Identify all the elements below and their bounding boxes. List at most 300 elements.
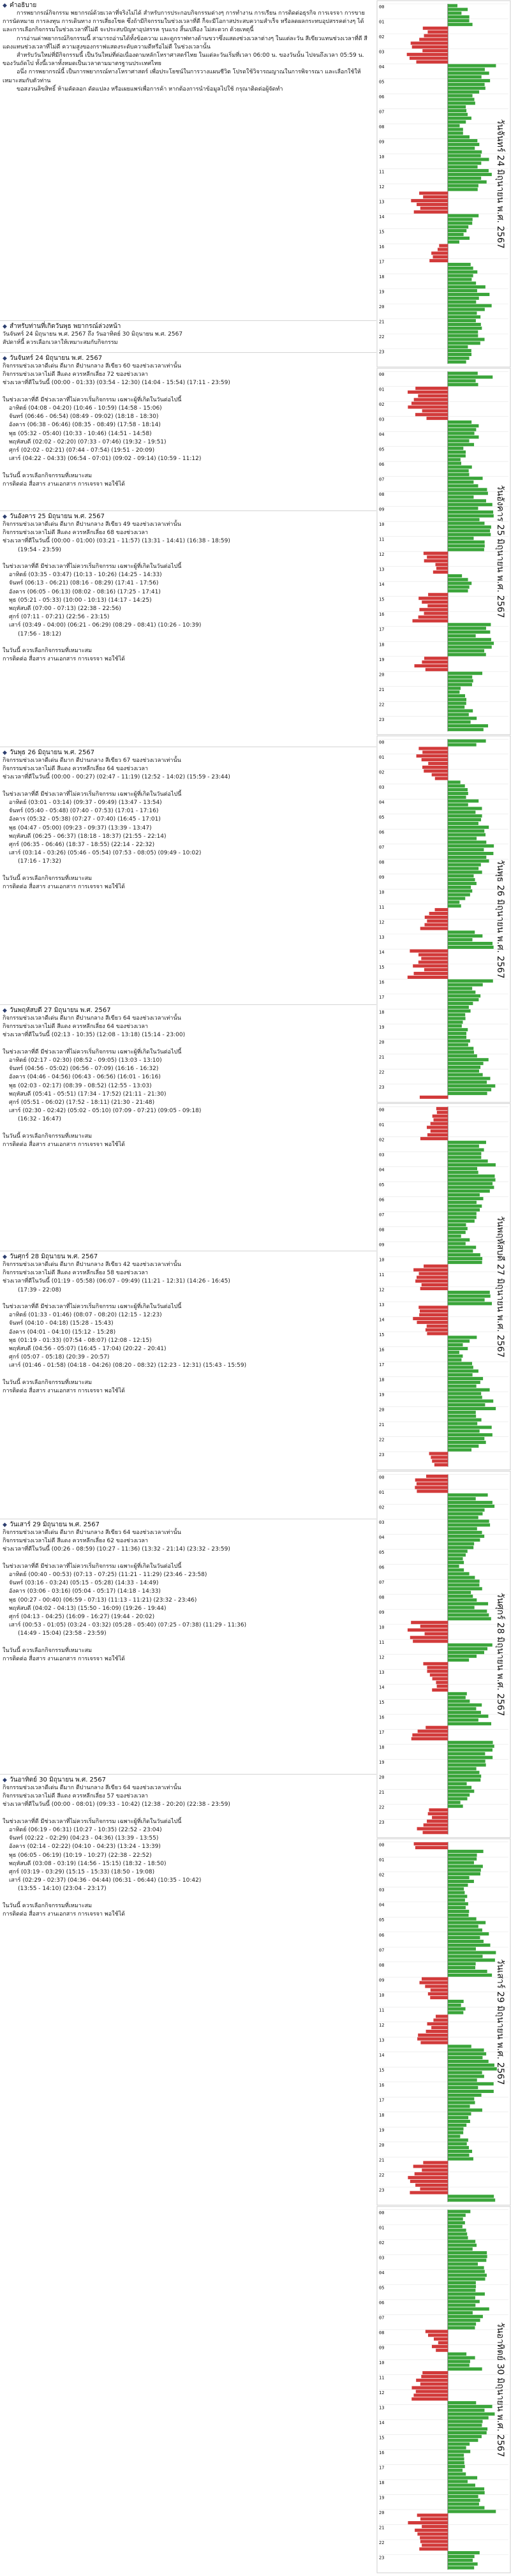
good-time-bar — [448, 124, 460, 127]
bad-time-bar — [423, 1662, 448, 1665]
good-time-bar — [448, 1205, 482, 1208]
hour-tick-label: 23 — [379, 1084, 385, 1090]
good-time-bar — [448, 2367, 482, 2371]
hour-tick-label: 11 — [379, 1640, 385, 1646]
bad-time-bar — [432, 2345, 448, 2348]
bad-time-bar — [425, 1984, 448, 1988]
good-time-bar — [448, 2409, 485, 2412]
good-time-bar — [448, 1512, 483, 1515]
hour-tick-label: 04 — [379, 800, 385, 805]
bad-time-bar — [426, 1329, 448, 1332]
good-time-bar — [448, 2427, 487, 2431]
spacer-line — [3, 1639, 374, 1647]
good-time-bar — [448, 301, 476, 304]
good-time-bar — [448, 1399, 493, 1403]
good-time-bar — [448, 1092, 487, 1095]
detail-line: อังคาร (04:01 - 04:10) (15:12 - 15:28) — [9, 1329, 116, 1336]
hour-tick-label: 12 — [379, 1655, 385, 1660]
bad-time-bar — [417, 2037, 448, 2041]
bad-time-bar — [424, 968, 448, 971]
detail-line: (17:56 - 18:12) — [18, 630, 61, 637]
good-time-bar — [448, 79, 490, 82]
bad-time-bar — [411, 2397, 448, 2401]
good-time-bar — [448, 1359, 461, 1362]
good-time-bar — [448, 510, 493, 514]
good-time-bar — [448, 1339, 470, 1343]
good-time-bar — [448, 1445, 478, 1448]
bad-time-bar — [438, 248, 448, 251]
detail-line: พุธ (02:03 - 02:17) (08:39 - 08:52) (12:55 - 13:03) — [9, 1082, 152, 1089]
good-time-bar — [448, 241, 459, 244]
good-time-bar — [448, 818, 481, 821]
good-time-bar — [448, 1898, 465, 1902]
detail-line: ในวันนี้ ควรเลือกกิจกรรมที่เหมาะสม — [3, 1133, 93, 1140]
good-time-bar — [448, 2465, 465, 2468]
good-time-bar — [448, 1159, 488, 1163]
bad-time-bar — [423, 27, 448, 30]
bad-time-bar — [427, 555, 448, 558]
hour-tick-label: 15 — [379, 2435, 385, 2441]
bad-time-bar — [428, 762, 448, 765]
detail-line: ในช่วงเวลาที่ดี มีช่วงเวลาที่ไม่ควรเริ่มกิจกรรม เฉพาะผู้ที่เกิดในวันต่อไปนี้ — [3, 396, 182, 403]
spacer-line — [3, 782, 374, 791]
good-time-bar — [448, 522, 484, 525]
good-time-bar — [448, 856, 486, 859]
bad-time-bar — [423, 1831, 448, 1834]
bad-time-bar — [417, 1827, 448, 1830]
good-time-bar — [448, 578, 468, 581]
good-time-bar — [448, 2097, 474, 2101]
bad-time-bar — [421, 2375, 448, 2378]
good-time-bar — [448, 702, 466, 705]
hour-tick-label: 18 — [379, 1377, 385, 1383]
good-time-bar — [448, 338, 485, 341]
hour-tick-label: 19 — [379, 1760, 385, 1766]
hour-tick-label: 13 — [379, 2037, 385, 2043]
bad-time-bar — [422, 758, 448, 761]
bad-time-bar — [411, 1737, 448, 1740]
good-time-bar — [448, 676, 472, 679]
good-time-bar — [448, 2074, 484, 2078]
good-time-bar — [448, 1868, 481, 1872]
good-time-bar — [448, 2555, 475, 2558]
detail-line: กิจกรรมช่วงเวลาดีเด่น ดีมาก ดีปานกลาง สีเขียว 49 ของช่วงเวลาเท่านั้น — [3, 521, 181, 528]
bad-time-bar — [426, 668, 448, 671]
good-time-bar — [448, 2142, 467, 2145]
good-time-bar — [448, 1707, 476, 1710]
hour-tick-label: 17 — [379, 1362, 385, 1368]
good-time-bar — [448, 942, 492, 945]
hour-tick-label: 04 — [379, 1535, 385, 1540]
good-time-bar — [448, 2551, 480, 2554]
good-time-bar — [448, 1786, 471, 1789]
hour-tick-label: 19 — [379, 657, 385, 662]
good-time-bar — [448, 2457, 464, 2461]
hour-tick-label: 03 — [379, 417, 385, 422]
good-time-bar — [448, 1299, 485, 1302]
good-time-bar — [448, 1441, 486, 1444]
timeline-chart — [376, 0, 511, 2573]
spacer-line — [3, 388, 374, 396]
hour-tick-label: 23 — [379, 349, 385, 355]
detail-line: อาทิตย์ (02:17 - 02:30) (08:52 - 09:05) (13:03 - 13:10) — [9, 1057, 162, 1064]
good-time-bar — [448, 1261, 482, 1264]
detail-line: ช่วงเวลาที่ดีในวันนี้ (00:26 - 08:59) (10:27 - 11:36) (13:32 - 21:14) (23:32 - 23:59) — [3, 1546, 230, 1553]
good-time-bar — [448, 1219, 475, 1223]
good-time-bar — [448, 2491, 485, 2494]
good-time-bar — [448, 2356, 475, 2359]
bad-time-bar — [408, 1628, 448, 1632]
bad-time-bar — [437, 1685, 448, 1688]
day-section — [0, 1519, 376, 1774]
good-time-bar — [448, 2446, 466, 2449]
good-time-bar — [448, 2056, 482, 2059]
good-time-bar — [448, 2413, 494, 2416]
hour-tick-label: 21 — [379, 1422, 385, 1428]
bad-time-bar — [424, 770, 448, 773]
good-time-bar — [448, 218, 473, 221]
good-time-bar — [448, 293, 489, 296]
bad-time-bar — [426, 1726, 448, 1729]
bad-time-bar — [417, 1276, 448, 1279]
good-time-bar — [448, 1850, 484, 1853]
hour-tick-label: 10 — [379, 890, 385, 895]
good-time-bar — [448, 2364, 470, 2367]
good-time-bar — [448, 214, 478, 217]
good-time-bar — [448, 2277, 485, 2281]
day-panel — [377, 1839, 510, 2205]
good-time-bar — [448, 1925, 478, 1928]
good-time-bar — [448, 1389, 490, 1392]
hour-tick-label: 23 — [379, 1452, 385, 1458]
bad-time-bar — [433, 1677, 448, 1680]
detail-line: จันทร์ (04:10 - 04:18) (15:28 - 15:43) — [9, 1320, 114, 1327]
good-time-bar — [448, 1936, 480, 1939]
bad-time-bar — [418, 597, 448, 600]
detail-line: เสาร์ (04:22 - 04:33) (06:54 - 07:01) (09:02 - 09:14) (10:59 - 11:12) — [9, 456, 202, 463]
good-time-bar — [448, 724, 488, 727]
good-time-bar — [448, 1355, 463, 1358]
detail-line: กิจกรรมช่วงเวลาดีเด่น ดีมาก ดีปานกลาง สีเขียว 64 ของช่วงเวลาเท่านั้น — [3, 1530, 181, 1536]
bad-time-bar — [427, 604, 448, 607]
good-time-bar — [448, 574, 462, 577]
hour-tick-label: 06 — [379, 462, 385, 468]
good-time-bar — [448, 2134, 460, 2138]
detail-line: กิจกรรมช่วงเวลาดีเด่น ดีมาก ดีปานกลาง สีเขียว 64 ของช่วงเวลาเท่านั้น — [3, 1785, 181, 1791]
detail-line: ศุกร์ (06:35 - 06:46) (18:37 - 18:55) (22:14 - 22:32) — [9, 842, 155, 849]
good-time-bar — [448, 2048, 484, 2051]
hour-tick-label: 12 — [379, 2022, 385, 2028]
good-time-bar — [448, 361, 466, 364]
good-time-bar — [448, 2251, 487, 2254]
hour-tick-label: 07 — [379, 1212, 385, 1217]
good-time-bar — [448, 2071, 482, 2074]
good-time-bar — [448, 1872, 480, 1875]
bad-time-bar — [416, 2390, 448, 2393]
good-time-bar — [448, 1763, 486, 1766]
bad-time-bar — [438, 2341, 448, 2344]
section-title-text: วันเสาร์ 29 มิถุนายน พ.ศ. 2567 — [10, 1521, 100, 1528]
good-time-bar — [448, 544, 485, 547]
bullet-icon: ◆ — [3, 1007, 7, 1014]
good-time-bar — [448, 930, 475, 934]
good-time-bar — [448, 285, 485, 288]
detail-line: การติดต่อ สื่อสาร งานเอกสาร การเจรจา พอใช้ได้ — [3, 884, 125, 891]
bad-time-bar — [418, 960, 448, 964]
good-time-bar — [448, 439, 469, 442]
description-paragraph: การพยากรณ์กิจกรรม พยากรณ์ด้วยเวลาที่จริงไม่ได้ สำหรับการประกอบกิจกรรมต่างๆ การทำงาน การเรียน การติดต่อธุรกิจ การเจรจา การขาย การนัดหมาย การลงทุน การเดินทาง การเสี่ยงโชค ซึ่งถ้ามีกิจกรรมในช่วงเวลาที่ดี ก็จะมีโอกาสประสบความสำเร็จ หรือลดผลกระทบอุปสรรคต่างๆ ได้ และการเลือกกิจกรรมในช่วงเวลาที่ไม่ดี จะประสบปัญหาอุปสรรค รุนแรง สิ้นเปลือง ไม่สะดวก ด้วยเหตุนี้ — [3, 10, 365, 34]
detail-line: กิจกรรมช่วงเวลาไม่ดี สีแดง ควรหลีกเลี่ยง 68 ของช่วงเวลา — [3, 530, 149, 537]
good-time-bar — [448, 890, 472, 893]
good-time-bar — [448, 740, 486, 743]
detail-line: อาทิตย์ (00:40 - 00:53) (07:13 - 07:25) (11:21 - 11:29) (23:46 - 23:58) — [9, 1572, 207, 1579]
day-panel — [377, 368, 510, 734]
bad-time-bar — [425, 923, 448, 927]
good-time-bar — [448, 548, 484, 551]
hour-tick-label: 10 — [379, 154, 385, 160]
section-title — [3, 1253, 374, 1261]
good-time-bar — [448, 2289, 475, 2292]
good-time-bar — [448, 2423, 482, 2427]
bad-time-bar — [422, 750, 448, 754]
bad-time-bar — [426, 2030, 448, 2033]
good-time-bar — [448, 2401, 476, 2404]
hour-tick-label: 11 — [379, 1272, 385, 1277]
hour-tick-label: 12 — [379, 184, 385, 190]
detail-line: เสาร์ (00:53 - 01:05) (03:24 - 03:32) (05:28 - 05:40) (07:25 - 07:38) (11:29 - 11:36) — [9, 1622, 247, 1629]
good-time-bar — [448, 1429, 480, 1433]
good-time-bar — [448, 784, 465, 787]
bad-time-bar — [427, 2022, 448, 2025]
hour-tick-label: 00 — [379, 372, 385, 378]
day-label: วันพุธ 26 มิถุนายน พ.ศ. 2567 — [495, 860, 505, 979]
good-time-bar — [448, 2067, 497, 2071]
bad-time-bar — [420, 2383, 448, 2386]
good-time-bar — [448, 1197, 484, 1200]
detail-line: พฤหัสบดี (06:25 - 06:37) (18:18 - 18:37) (21:55 - 22:14) — [9, 833, 167, 840]
bad-time-bar — [419, 191, 448, 195]
bad-time-bar — [422, 2371, 448, 2374]
detail-line: เสาร์ (03:49 - 04:00) (06:21 - 06:29) (08:29 - 08:41) (10:26 - 10:39) — [9, 622, 202, 629]
good-time-bar — [448, 878, 475, 881]
good-time-bar — [448, 2195, 494, 2198]
good-time-bar — [448, 1171, 478, 1174]
hour-tick-label: 03 — [379, 2255, 385, 2261]
good-time-bar — [448, 1595, 473, 1598]
good-time-bar — [448, 151, 482, 154]
section-title-text: วันอังคาร 25 มิถุนายน พ.ศ. 2567 — [10, 513, 105, 520]
good-time-bar — [448, 1865, 483, 1868]
spacer-line — [3, 639, 374, 647]
hour-tick-label: 07 — [379, 109, 385, 115]
detail-line: (19:54 - 23:59) — [18, 546, 61, 553]
section-title-text: วันพุธ 26 มิถุนายน พ.ศ. 2567 — [10, 749, 95, 756]
detail-line: ช่วงเวลาที่ดีในวันนี้ (01:19 - 05:58) (06:07 - 09:49) (11:21 - 12:31) (14:26 - 16:45) — [3, 1278, 230, 1285]
good-time-bar — [448, 1546, 473, 1549]
good-time-bar — [448, 1253, 480, 1256]
detail-line: การติดต่อ สื่อสาร งานเอกสาร การเจรจา พอใช้ได้ — [3, 1388, 125, 1395]
bad-time-bar — [428, 2334, 448, 2337]
bad-time-bar — [418, 616, 448, 619]
good-time-bar — [448, 323, 481, 326]
hour-tick-label: 19 — [379, 1392, 385, 1398]
good-time-bar — [448, 2450, 470, 2453]
hour-tick-label: 15 — [379, 964, 385, 970]
good-time-bar — [448, 2315, 483, 2318]
good-time-bar — [448, 1970, 487, 1973]
good-time-bar — [448, 1775, 481, 1778]
hour-tick-label: 01 — [379, 19, 385, 25]
good-time-bar — [448, 1257, 482, 1260]
detail-line: อังคาร (02:14 - 02:22) (04:10 - 04:23) (13:24 - 13:39) — [9, 1843, 161, 1850]
detail-line: จันทร์ (06:46 - 06:54) (08:49 - 09:02) (18:18 - 18:30) — [9, 413, 159, 421]
bad-time-bar — [417, 2513, 448, 2517]
detail-line: พุธ (04:47 - 05:00) (09:23 - 09:37) (13:39 - 13:47) — [9, 824, 152, 831]
good-time-bar — [448, 1002, 473, 1005]
good-time-bar — [448, 1696, 466, 1699]
day-panel — [377, 1103, 510, 1470]
bad-time-bar — [422, 49, 448, 52]
day-section — [0, 747, 376, 1004]
bad-time-bar — [418, 394, 448, 398]
good-time-bar — [448, 1448, 471, 1452]
detail-line: ศุกร์ (07:11 - 07:21) (22:56 - 23:15) — [9, 614, 110, 621]
hour-tick-label: 20 — [379, 1775, 385, 1780]
hour-tick-label: 02 — [379, 402, 385, 408]
hour-tick-label: 08 — [379, 492, 385, 498]
hour-tick-label: 05 — [379, 1182, 385, 1187]
hour-tick-label: 12 — [379, 552, 385, 558]
hour-tick-label: 22 — [379, 702, 385, 708]
good-time-bar — [448, 1013, 465, 1016]
bad-time-bar — [428, 1992, 448, 1995]
bad-time-bar — [427, 1133, 448, 1136]
good-time-bar — [448, 473, 470, 476]
detail-line: (17:39 - 22:08) — [18, 1286, 61, 1293]
hour-tick-label: 02 — [379, 770, 385, 775]
bad-time-bar — [416, 2379, 448, 2382]
section-title — [3, 322, 374, 331]
hour-tick-label: 00 — [379, 740, 385, 745]
good-time-bar — [448, 1178, 496, 1181]
bad-time-bar — [420, 927, 448, 930]
good-time-bar — [448, 113, 468, 116]
hour-tick-label: 06 — [379, 1197, 385, 1203]
good-time-bar — [448, 2270, 485, 2273]
good-time-bar — [448, 2495, 478, 2498]
bad-time-bar — [413, 1640, 448, 1643]
good-time-bar — [448, 2266, 484, 2269]
detail-line: ในวันนี้ ควรเลือกกิจกรรมที่เหมาะสม — [3, 1902, 93, 1909]
good-time-bar — [448, 450, 466, 454]
good-time-bar — [448, 1797, 467, 1800]
bad-time-bar — [418, 1306, 448, 1309]
hour-tick-label: 14 — [379, 2052, 385, 2058]
good-time-bar — [448, 540, 485, 544]
good-time-bar — [448, 91, 479, 94]
good-time-bar — [448, 1201, 477, 1204]
day-panel — [377, 1471, 510, 1838]
description-paragraph: การอ่านค่าพยากรณ์กิจกรรมนี้ สามารถอ่านได้ทั้งข้อความ และดูกราฟทางด้านขวาซึ่งแสดงช่วงเวลาต่างๆ ในแต่ละวัน สีเขียวแทนช่วงเวลาที่ดี สีแดงแทนช่วงเวลาที่ไม่ดี ความสูงของกราฟแสดงระดับความดีหรือไม่ดี ในช่วงเวลานั้น — [3, 35, 367, 50]
good-time-bar — [448, 2210, 470, 2213]
bad-time-bar — [420, 1981, 448, 1984]
bad-time-bar — [422, 2168, 448, 2171]
hour-tick-label: 00 — [379, 4, 385, 10]
good-time-bar — [448, 281, 476, 285]
detail-line: การติดต่อ สื่อสาร งานเอกสาร การเจรจา พอใช้ได้ — [3, 1142, 125, 1149]
good-time-bar — [448, 424, 478, 428]
hour-tick-label: 07 — [379, 1947, 385, 1953]
bad-time-bar — [433, 255, 448, 258]
good-time-bar — [448, 447, 463, 450]
detail-line: จันทร์ (05:40 - 05:48) (07:40 - 07:53) (17:01 - 17:16) — [9, 808, 159, 815]
detail-line: เสาร์ (01:46 - 01:58) (04:18 - 04:26) (08:20 - 08:32) (12:23 - 12:31) (15:43 - 15:59) — [9, 1362, 247, 1369]
bad-time-bar — [418, 953, 448, 957]
bad-time-bar — [422, 660, 448, 664]
hour-tick-label: 15 — [379, 1332, 385, 1338]
bad-time-bar — [419, 608, 448, 611]
section-title-text: คำอธิบาย — [10, 2, 37, 9]
good-time-bar — [448, 2078, 477, 2081]
day-panel — [377, 736, 510, 1102]
good-time-bar — [448, 297, 479, 300]
good-time-bar — [448, 826, 489, 829]
good-time-bar — [448, 263, 471, 266]
hour-tick-label: 07 — [379, 477, 385, 482]
good-time-bar — [448, 1024, 462, 1027]
bad-time-bar — [422, 1283, 448, 1286]
bad-time-bar — [408, 2521, 448, 2524]
hour-tick-label: 04 — [379, 432, 385, 438]
good-time-bar — [448, 1778, 480, 1782]
hour-tick-label: 18 — [379, 2480, 385, 2485]
bad-time-bar — [419, 2547, 448, 2550]
hour-tick-label: 04 — [379, 1167, 385, 1173]
detail-line: พุธ (01:19 - 01:33) (07:54 - 08:07) (12:08 - 12:15) — [9, 1337, 152, 1344]
hour-tick-label: 00 — [379, 1475, 385, 1480]
good-time-bar — [448, 1415, 476, 1418]
good-time-bar — [448, 1422, 477, 1425]
good-time-bar — [448, 289, 477, 292]
good-time-bar — [448, 94, 473, 97]
hour-tick-label: 13 — [379, 2405, 385, 2411]
bad-time-bar — [436, 567, 448, 570]
good-time-bar — [448, 2082, 494, 2085]
detail-line: อาทิตย์ (04:08 - 04:20) (10:46 - 10:59) (14:58 - 15:06) — [9, 405, 162, 412]
hour-tick-label: 22 — [379, 2172, 385, 2178]
good-time-bar — [448, 2461, 464, 2464]
detail-line: การติดต่อ สื่อสาร งานเอกสาร การเจรจา พอใช้ได้ — [3, 1911, 125, 1918]
hour-tick-label: 14 — [379, 582, 385, 588]
good-time-bar — [448, 1050, 474, 1053]
good-time-bar — [448, 1336, 477, 1339]
bad-time-bar — [415, 2529, 448, 2532]
good-time-bar — [448, 233, 464, 236]
good-time-bar — [448, 1940, 484, 1943]
detail-line: พฤหัสบดี (04:02 - 04:13) (15:50 - 16:09) (19:26 - 19:44) — [9, 1605, 167, 1612]
good-time-bar — [448, 1921, 485, 1925]
spacer-line — [3, 555, 374, 563]
hour-tick-label: 19 — [379, 289, 385, 295]
bad-time-bar — [420, 207, 448, 210]
good-time-bar — [448, 1891, 464, 1895]
good-time-bar — [448, 2319, 480, 2322]
good-time-bar — [448, 1523, 490, 1526]
bad-time-bar — [432, 1816, 448, 1819]
good-time-bar — [448, 188, 478, 191]
good-time-bar — [448, 2007, 466, 2011]
detail-line: ช่วงเวลาที่ดีในวันนี้ (02:13 - 10:35) (12:08 - 13:18) (15:14 - 23:00) — [3, 1032, 186, 1039]
